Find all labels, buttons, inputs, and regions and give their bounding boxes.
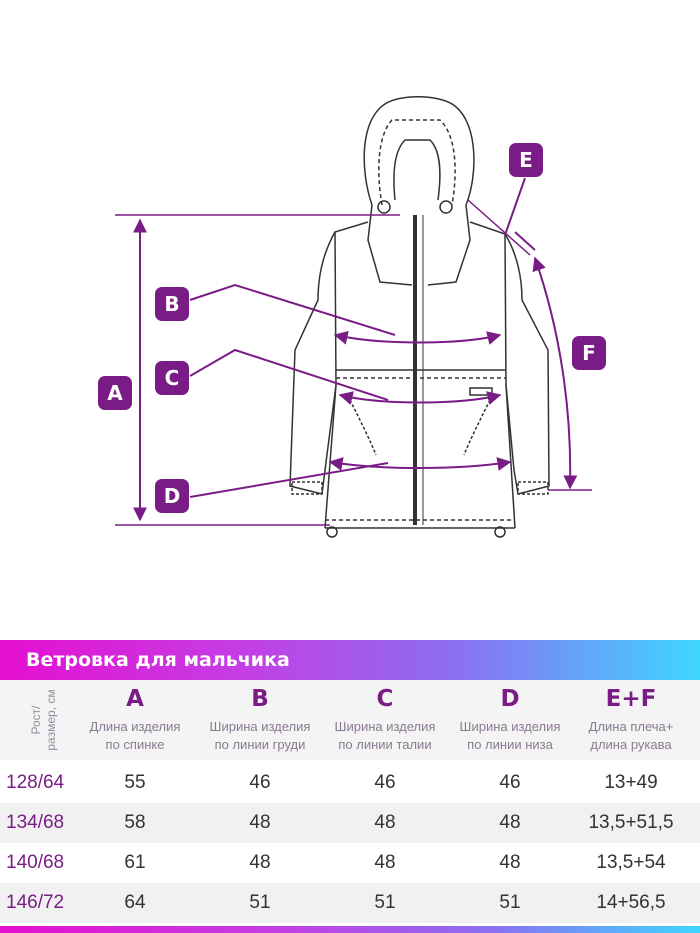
badge-a [98, 376, 132, 410]
value-ef-cell: 14+56,5 [596, 892, 666, 913]
column-description: Длина изделия по спинке [89, 719, 181, 752]
table-row [0, 883, 700, 923]
svg-text:F: F [582, 341, 596, 365]
dimension-c [190, 350, 500, 403]
column-header-d [450, 680, 570, 760]
column-letter: A [126, 686, 144, 712]
value-a-cell: 55 [124, 772, 146, 793]
size-column-label: Рост/ размер, см [29, 689, 58, 751]
size-cell: 140/68 [6, 852, 65, 873]
badge-e [509, 143, 543, 177]
column-description: Длина плеча+ длина рукава [588, 719, 674, 752]
size-cell: 134/68 [6, 812, 65, 833]
table-row [0, 843, 700, 883]
column-letter: E+F [605, 686, 657, 712]
dimension-d [190, 462, 510, 497]
column-header-ef [572, 680, 690, 760]
value-a-cell: 61 [124, 852, 146, 873]
badge-b [155, 287, 189, 321]
value-b-cell: 48 [249, 852, 271, 873]
value-b-cell: 51 [249, 892, 271, 913]
column-letter: B [251, 686, 269, 712]
bottom-gradient-bar [0, 926, 700, 933]
column-header-b [200, 680, 320, 760]
value-ef-cell: 13+49 [604, 772, 658, 793]
column-header-a [85, 680, 185, 760]
column-letter: C [376, 686, 394, 712]
value-a-cell: 58 [124, 812, 146, 833]
svg-text:D: D [163, 484, 181, 508]
column-description: Ширина изделия по линии груди [209, 719, 311, 752]
badge-c [155, 361, 189, 395]
value-a-cell: 64 [124, 892, 146, 913]
table-row [0, 803, 700, 843]
value-c-cell: 51 [374, 892, 396, 913]
size-column-header [16, 684, 72, 756]
svg-text:E: E [519, 148, 533, 172]
badge-d [155, 479, 189, 513]
value-d-cell: 51 [499, 892, 521, 913]
svg-text:C: C [164, 366, 180, 390]
svg-text:B: B [164, 292, 180, 316]
value-ef-cell: 13,5+54 [596, 852, 666, 873]
column-description: Ширина изделия по линии низа [459, 719, 561, 752]
column-description: Ширина изделия по линии талии [334, 719, 436, 752]
size-cell: 146/72 [6, 892, 65, 913]
badge-f [572, 336, 606, 370]
table-row [0, 763, 700, 803]
value-ef-cell: 13,5+51,5 [588, 812, 674, 833]
page-title: Ветровка для мальчика [26, 649, 290, 671]
value-c-cell: 48 [374, 812, 396, 833]
value-c-cell: 48 [374, 852, 396, 873]
value-b-cell: 48 [249, 812, 271, 833]
value-b-cell: 46 [249, 772, 271, 793]
dimension-e-f [468, 178, 592, 490]
column-header-c [325, 680, 445, 760]
dimension-b [190, 285, 500, 343]
size-cell: 128/64 [6, 772, 65, 793]
column-letter: D [500, 686, 520, 712]
svg-text:A: A [107, 381, 123, 405]
value-d-cell: 46 [499, 772, 521, 793]
value-d-cell: 48 [499, 852, 521, 873]
title-banner [0, 640, 700, 680]
value-d-cell: 48 [499, 812, 521, 833]
value-c-cell: 46 [374, 772, 396, 793]
